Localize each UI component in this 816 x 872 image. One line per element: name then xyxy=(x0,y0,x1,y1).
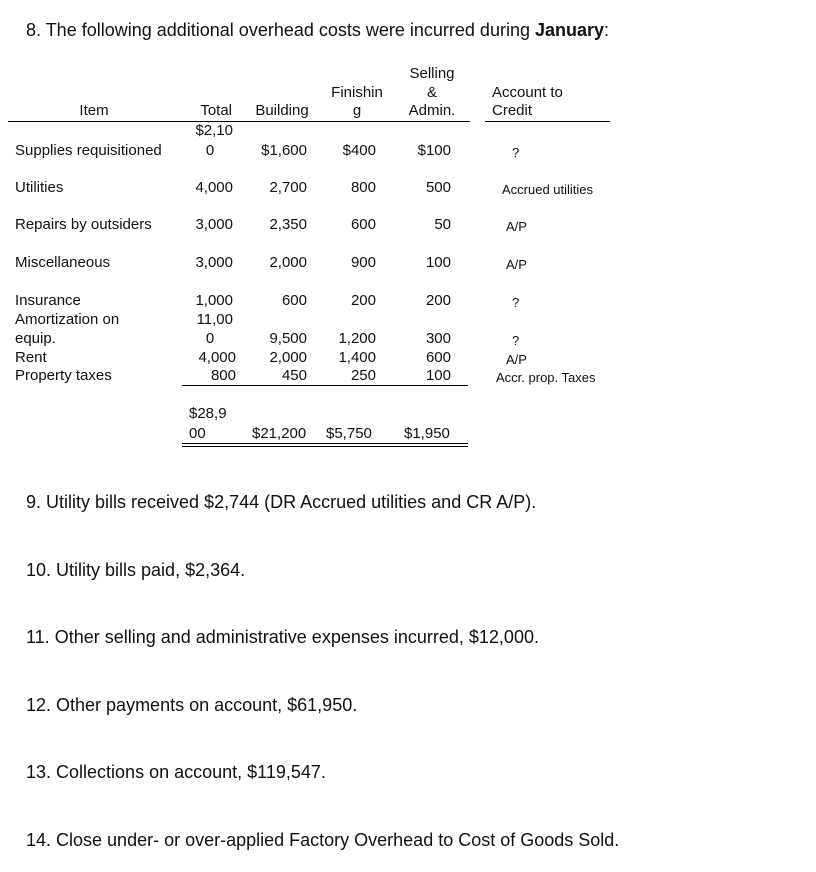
row-selling: 600 xyxy=(425,349,451,366)
row-selling: 300 xyxy=(425,330,451,347)
subtotal-rule xyxy=(182,385,468,386)
row-account: ? xyxy=(512,333,520,348)
row-building: 2,000 xyxy=(269,254,307,271)
row-selling: 200 xyxy=(425,292,451,309)
row-finishing: $400 xyxy=(342,142,376,159)
header-item: Item xyxy=(79,102,109,119)
row-building: 2,000 xyxy=(269,349,307,366)
row-selling: 50 xyxy=(434,216,451,233)
row-total: 4,000 xyxy=(198,349,236,366)
row-building: 2,350 xyxy=(269,216,307,233)
item-9: 9. Utility bills received $2,744 (DR Accrued utilities and CR A/P). xyxy=(26,492,537,512)
intro-suffix: : xyxy=(604,20,610,40)
header-account-line2: Credit xyxy=(492,102,533,119)
item-12: 12. Other payments on account, $61,950. xyxy=(26,695,358,715)
row-item: Insurance xyxy=(15,292,81,309)
row-finishing: 1,400 xyxy=(338,349,376,366)
row-item-line2: equip. xyxy=(15,330,56,347)
row-account: A/P xyxy=(506,352,527,367)
row-finishing: 200 xyxy=(350,292,376,309)
row-selling: 100 xyxy=(425,254,451,271)
row-account: Accr. prop. Taxes xyxy=(496,370,596,385)
row-item: Property taxes xyxy=(15,367,112,384)
row-total-line2: 0 xyxy=(205,330,215,347)
row-building: $1,600 xyxy=(261,142,307,159)
item-11: 11. Other selling and administrative expenses incurred, $12,000. xyxy=(26,627,539,647)
row-building: 2,700 xyxy=(269,179,307,196)
row-account: ? xyxy=(512,145,520,160)
totals-building: $21,200 xyxy=(252,425,307,442)
totals-total-line2: 00 xyxy=(189,425,206,442)
totals-total-line1: $28,9 xyxy=(189,405,227,422)
row-account: Accrued utilities xyxy=(502,182,594,197)
row-account: ? xyxy=(512,295,520,310)
row-building: 600 xyxy=(281,292,307,309)
row-item: Repairs by outsiders xyxy=(15,216,152,233)
row-item: Supplies requisitioned xyxy=(15,142,162,159)
row-item: Utilities xyxy=(15,179,64,196)
header-selling-line3: Admin. xyxy=(408,102,456,119)
row-selling: $100 xyxy=(417,142,451,159)
row-total-line2: 0 xyxy=(205,142,215,159)
row-building: 450 xyxy=(281,367,307,384)
header-selling-line2: & xyxy=(426,84,437,101)
row-finishing: 900 xyxy=(350,254,376,271)
row-total: 800 xyxy=(210,367,236,384)
row-total: 1,000 xyxy=(195,292,233,309)
totals-finishing: $5,750 xyxy=(326,425,372,442)
totals-selling: $1,950 xyxy=(404,425,450,442)
intro-month: January xyxy=(534,20,605,40)
header-building: Building xyxy=(255,102,309,119)
header-finishing-line1: Finishin xyxy=(331,84,383,101)
row-total-line1: $2,10 xyxy=(195,122,233,139)
item-10: 10. Utility bills paid, $2,364. xyxy=(26,560,246,580)
row-total-line1: 11,00 xyxy=(196,311,233,328)
row-building: 9,500 xyxy=(269,330,307,347)
header-finishing-line2: g xyxy=(352,102,362,119)
header-rule-account xyxy=(485,121,610,122)
row-total: 3,000 xyxy=(195,254,233,271)
item-14: 14. Close under- or over-applied Factory Overhead to Cost of Goods Sold. xyxy=(26,830,620,850)
intro-text xyxy=(26,20,609,41)
total-rule-bottom xyxy=(182,446,468,447)
row-item: Rent xyxy=(15,349,47,366)
row-item: Miscellaneous xyxy=(15,254,111,271)
row-total: 3,000 xyxy=(195,216,233,233)
total-rule-top xyxy=(182,443,468,444)
item-13: 13. Collections on account, $119,547. xyxy=(26,762,326,782)
row-selling: 100 xyxy=(425,367,451,384)
header-total: Total xyxy=(200,102,232,119)
header-selling-line1: Selling xyxy=(409,65,455,82)
header-account-line1: Account to xyxy=(492,84,563,101)
row-finishing: 800 xyxy=(350,179,376,196)
intro-prefix: 8. The following additional overhead costs were incurred during xyxy=(26,20,535,40)
row-finishing: 600 xyxy=(350,216,376,233)
row-account: A/P xyxy=(506,257,527,272)
row-account: A/P xyxy=(506,219,527,234)
row-selling: 500 xyxy=(425,179,451,196)
header-rule xyxy=(8,121,470,122)
row-finishing: 250 xyxy=(350,367,376,384)
row-item-line1: Amortization on xyxy=(15,311,120,328)
row-total: 4,000 xyxy=(195,179,233,196)
row-finishing: 1,200 xyxy=(338,330,376,347)
